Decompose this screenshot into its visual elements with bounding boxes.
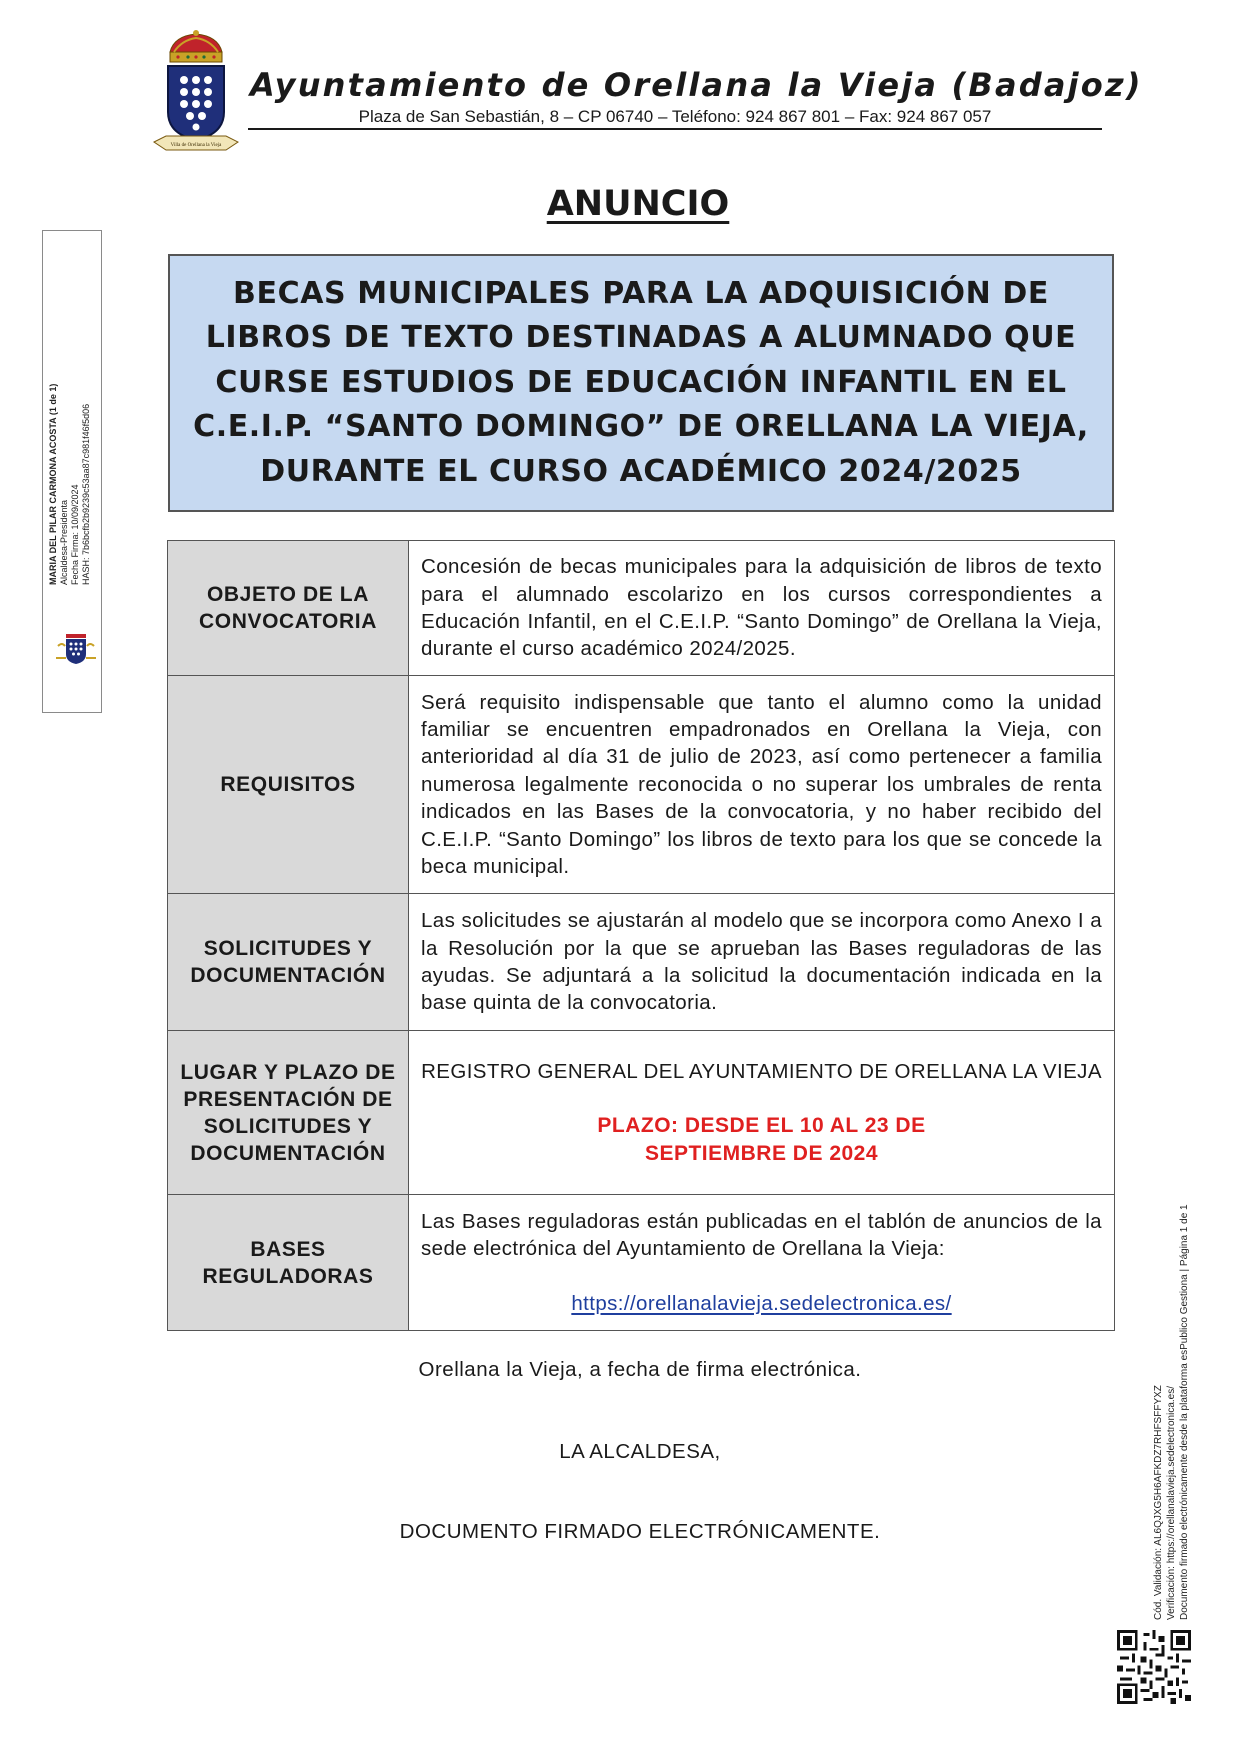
plazo-line: SEPTIEMBRE DE 2024 <box>644 1141 879 1165</box>
title-line: DURANTE EL CURSO ACADÉMICO 2024/2025 <box>260 453 1022 489</box>
place-date: Orellana la Vieja, a fecha de firma electrónica. <box>418 1358 862 1381</box>
stamp-logo <box>52 632 100 666</box>
verification-note: Documento firmado electrónicamente desde la plataforma esPublico Gestiona | Página 1 de 1 <box>1179 1204 1190 1620</box>
table-row-objeto <box>168 541 1115 676</box>
signature-hash: HASH: 7b6bcfb2b9239c53aa87c981f46f5d06 <box>81 403 91 585</box>
row-label: OBJETO DE LA CONVOCATORIA <box>168 541 409 676</box>
registro-text: REGISTRO GENERAL DEL AYUNTAMIENTO DE ORELLANA LA VIEJA <box>421 1059 1102 1083</box>
org-title: Ayuntamiento de Orellana la Vieja (Badajoz) <box>250 66 1143 104</box>
row-text <box>409 1031 1115 1195</box>
org-address: Plaza de San Sebastián, 8 – CP 06740 – Teléfono: 924 867 801 – Fax: 924 867 057 <box>358 107 992 126</box>
info-table <box>167 540 1115 1331</box>
signed-note: DOCUMENTO FIRMADO ELECTRÓNICAMENTE. <box>399 1520 881 1543</box>
row-text: Será requisito indispensable que tanto el alumno como la unidad familiar se encuentren empadronados en Orellana la Vieja, con anterioridad al día 31 de julio de 2023, así como pertenecer a familia numerosa legalmente reconocida o no superar los umbrales de renta indicados en las Bases de la convocatoria, y no haber recibido del C.E.I.P. “Santo Domingo” los libros de texto para los que se concede la beca municipal. <box>409 676 1115 894</box>
row-label: LUGAR Y PLAZO DE PRESENTACIÓN DE SOLICITUDES Y DOCUMENTACIÓN <box>168 1031 409 1195</box>
row-text: Concesión de becas municipales para la adquisición de libros de texto para el alumnado escolarizo en los cursos correspondientes a Educación Infantil, en el C.E.I.P. “Santo Domingo” de Orellana la Vieja, durante el curso académico 2024/2025. <box>409 541 1115 676</box>
signature-text <box>48 345 92 585</box>
qr-code-icon <box>1117 1630 1191 1704</box>
coat-motto: Villa de Orellana la Vieja <box>170 143 222 148</box>
row-label: REQUISITOS <box>168 676 409 894</box>
plazo-line: PLAZO: DESDE EL 10 AL 23 DE <box>597 1114 926 1138</box>
title-line: CURSE ESTUDIOS DE EDUCACIÓN INFANTIL EN EL <box>215 364 1067 400</box>
title-line: LIBROS DE TEXTO DESTINADAS A ALUMNADO QUE <box>205 320 1077 356</box>
page-title <box>440 184 836 224</box>
announcement-title <box>176 272 1106 495</box>
bases-text: Las Bases reguladoras están publicadas en el tablón de anuncios de la sede electrónica del Ayuntamiento de Orellana la Vieja: <box>421 1209 1102 1261</box>
row-label: BASES REGULADORAS <box>168 1195 409 1331</box>
title-line: BECAS MUNICIPALES PARA LA ADQUISICIÓN DE <box>233 275 1049 311</box>
signature-date: Fecha Firma: 10/09/2024 <box>70 484 80 585</box>
signer-title: LA ALCALDESA, <box>559 1440 721 1463</box>
announcement-title-box <box>168 254 1114 512</box>
row-text: Las solicitudes se ajustarán al modelo que se incorpora como Anexo I a la Resolución por la que se aprueban las Bases reguladoras de las ayudas. Se adjuntará a la solicitud la documentación indicada en la base quinta de la convocatoria. <box>409 894 1115 1031</box>
title-line: C.E.I.P. “SANTO DOMINGO” DE ORELLANA LA VIEJA, <box>193 409 1089 445</box>
table-row-lugar <box>168 1031 1115 1195</box>
signer-name: MARIA DEL PILAR CARMONA ACOSTA (1 de 1) <box>48 383 58 585</box>
table-row-requisitos <box>168 676 1115 894</box>
validation-code: Cód. Validación: AL6QJXG5H6AFKDZ7RHFSFFYXZ <box>1153 1385 1164 1620</box>
signer-role: Alcaldesa-Presidenta <box>59 499 69 585</box>
row-text <box>409 1195 1115 1331</box>
coat-of-arms-logo <box>152 30 240 158</box>
verification-text <box>1152 1100 1191 1620</box>
sede-link[interactable]: https://orellanalavieja.sedelectronica.es/ <box>571 1291 952 1315</box>
header-rule <box>248 128 1102 130</box>
table-row-solicitudes <box>168 894 1115 1031</box>
table-row-bases <box>168 1195 1115 1331</box>
row-label: SOLICITUDES Y DOCUMENTACIÓN <box>168 894 409 1031</box>
anuncio-label: ANUNCIO <box>546 184 730 224</box>
verification-url: Verificación: https://orellanalavieja.sedelectronica.es/ <box>1166 1385 1177 1620</box>
